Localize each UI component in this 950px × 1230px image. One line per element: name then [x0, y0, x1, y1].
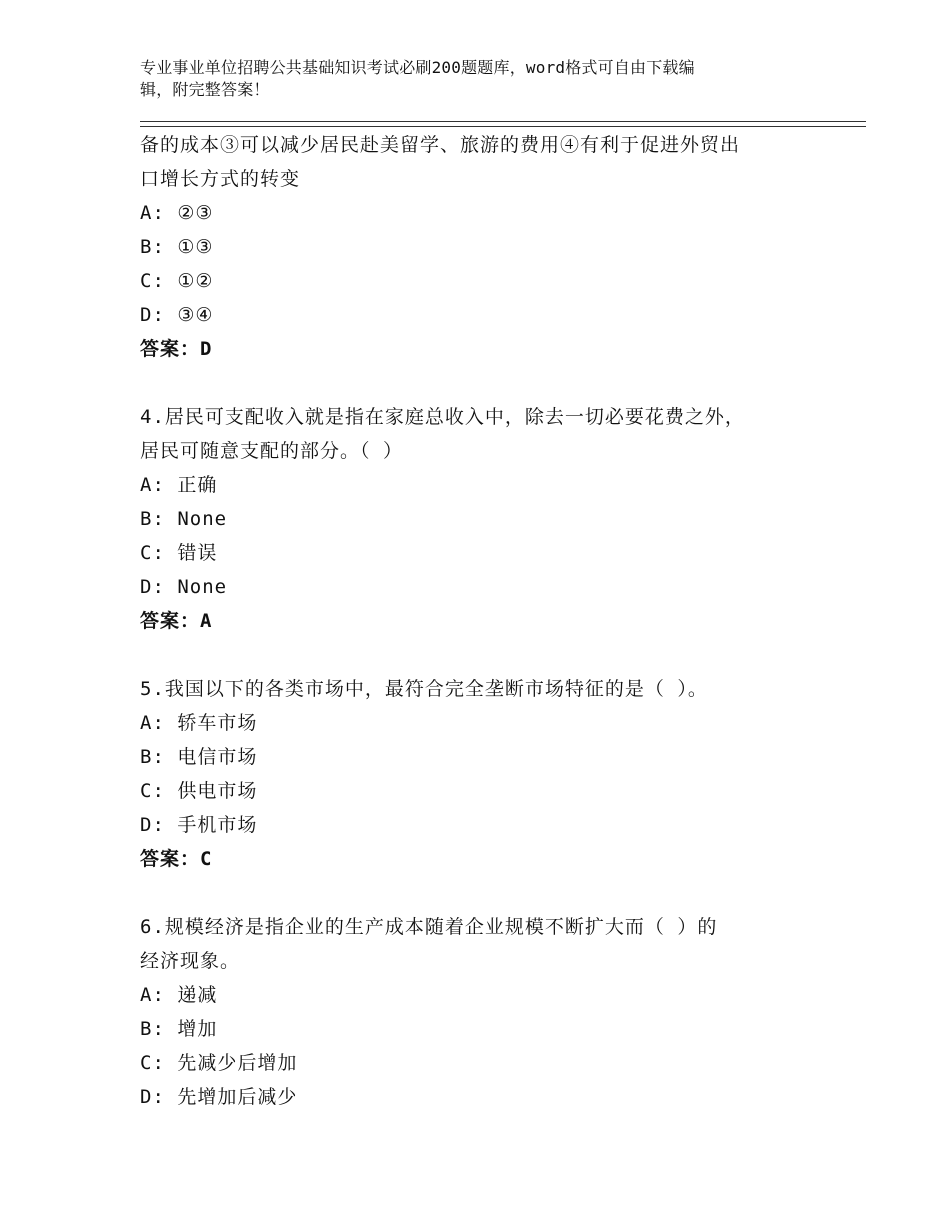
- question-stem-line: 口增长方式的转变: [140, 168, 301, 190]
- option-b: B: ①③: [140, 236, 214, 258]
- question-4: [140, 400, 840, 638]
- option-a: A: 正确: [140, 474, 218, 496]
- question-stem-line: 居民可随意支配的部分。（ ）: [140, 440, 403, 462]
- answer-label: 答案：A: [140, 610, 213, 632]
- option-c: C: 错误: [140, 542, 218, 564]
- question-stem-line: 6.规模经济是指企业的生产成本随着企业规模不断扩大而（ ）的: [140, 916, 718, 938]
- option-c: C: 供电市场: [140, 780, 258, 802]
- question-stem-line: 5.我国以下的各类市场中，最符合完全垄断市场特征的是（ ）。: [140, 678, 708, 700]
- option-d: D: None: [140, 576, 228, 598]
- question-stem-line: 4.居民可支配收入就是指在家庭总收入中，除去一切必要花费之外，: [140, 406, 745, 428]
- option-b: B: 电信市场: [140, 746, 258, 768]
- option-c: C: 先减少后增加: [140, 1052, 298, 1074]
- option-a: A: 递减: [140, 984, 218, 1006]
- option-d: D: 手机市场: [140, 814, 258, 836]
- header-line-2: 辑，附完整答案！: [140, 80, 270, 99]
- spacer: [140, 638, 840, 672]
- question-3: [140, 128, 840, 366]
- question-stem-line: 备的成本③可以减少居民赴美留学、旅游的费用④有利于促进外贸出: [140, 134, 741, 156]
- option-b: B: 增加: [140, 1018, 218, 1040]
- question-stem-line: 经济现象。: [140, 950, 241, 972]
- page-header: [140, 57, 790, 101]
- header-line-1: 专业事业单位招聘公共基础知识考试必刷200题题库，word格式可自由下载编: [140, 58, 695, 77]
- question-5: [140, 672, 840, 876]
- option-a: A: 轿车市场: [140, 712, 258, 734]
- spacer: [140, 366, 840, 400]
- option-b: B: None: [140, 508, 228, 530]
- question-6: [140, 910, 840, 1114]
- option-d: D: ③④: [140, 304, 214, 326]
- answer-label: 答案：D: [140, 338, 213, 360]
- answer-label: 答案：C: [140, 848, 213, 870]
- option-c: C: ①②: [140, 270, 214, 292]
- option-d: D: 先增加后减少: [140, 1086, 298, 1108]
- option-a: A: ②③: [140, 202, 214, 224]
- question-list: [140, 128, 840, 1114]
- spacer: [140, 876, 840, 910]
- header-divider: [140, 121, 866, 127]
